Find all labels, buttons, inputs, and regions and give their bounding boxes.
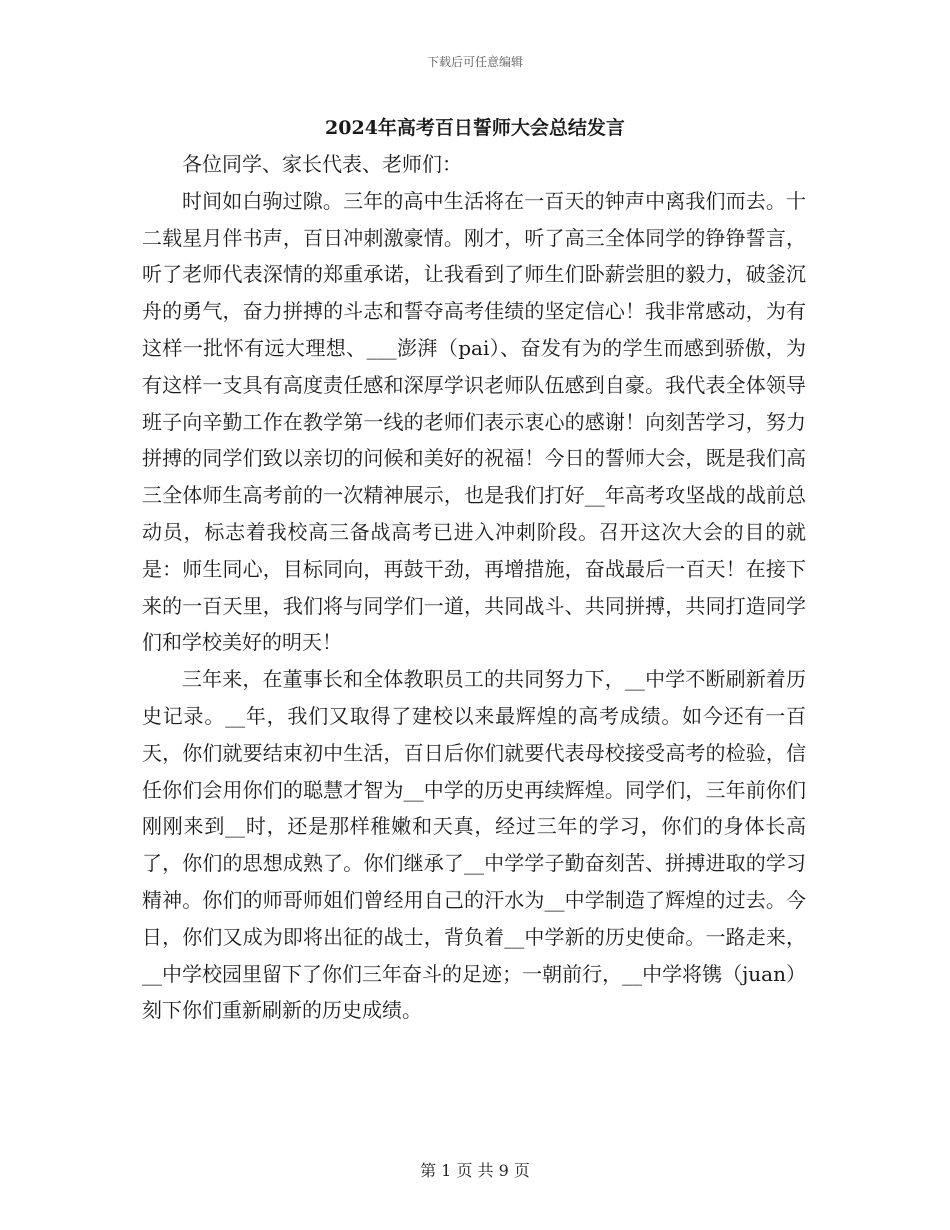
page-number-footer: 第 1 页 共 9 页 [420,1161,530,1180]
body-paragraph: 三年来，在董事长和全体教职员工的共同努力下，__中学不断刷新着历史记录。__年，我们又取得了建校以来最辉煌的高考成绩。如今还有一百天，你们就要结束初中生活，百日后你们就要代表母校接受高考的检验，信任你们会用你们的聪慧才智为__中学的历史再续辉煌。同学们，三年前你们刚刚来到__时，还是那样稚嫩和天真，经过三年的学习，你们的身体长高了，你们的思想成熟了。你们继承了__中学学子勤奋刻苦、拼搏进取的学习精神。你们的师哥师姐们曾经用自己的汗水为__中学制造了辉煌的过去。今日，你们又成为即将出征的战士，背负着__中学新的历史使命。一路走来，__中学校园里留下了你们三年奋斗的足迹；一朝前行，__中学将镌（juan）刻下你们重新刷新的历史成绩。 [142,667,806,1023]
salutation-paragraph: 各位同学、家长代表、老师们： [182,152,462,176]
document-body [142,146,806,1029]
header-note: 下载后可任意编辑 [426,55,523,69]
document-title: 2024年高考百日誓师大会总结发言 [325,117,625,139]
body-paragraph: 时间如白驹过隙。三年的高中生活将在一百天的钟声中离我们而去。十二载星月伴书声，百日冲刺激豪情。刚才，听了高三全体同学的铮铮誓言，听了老师代表深情的郑重承诺，让我看到了师生们卧薪尝胆的毅力，破釜沉舟的勇气，奋力拼搏的斗志和誓夺高考佳绩的坚定信心！我非常感动，为有这样一批怀有远大理想、___澎湃（pai）、奋发有为的学生而感到骄傲，为有这样一支具有高度责任感和深厚学识老师队伍感到自豪。我代表全体领导班子向辛勤工作在教学第一线的老师们表示衷心的感谢！向刻苦学习，努力拼搏的同学们致以亲切的问候和美好的祝福！今日的誓师大会，既是我们高三全体师生高考前的一次精神展示，也是我们打好__年高考攻坚战的战前总动员，标志着我校高三备战高考已进入冲刺阶段。召开这次大会的目的就是：师生同心，目标同向，再鼓干劲，再增措施，奋战最后一百天！在接下来的一百天里，我们将与同学们一道，共同战斗、共同拼搏，共同打造同学们和学校美好的明天！ [142,188,806,655]
